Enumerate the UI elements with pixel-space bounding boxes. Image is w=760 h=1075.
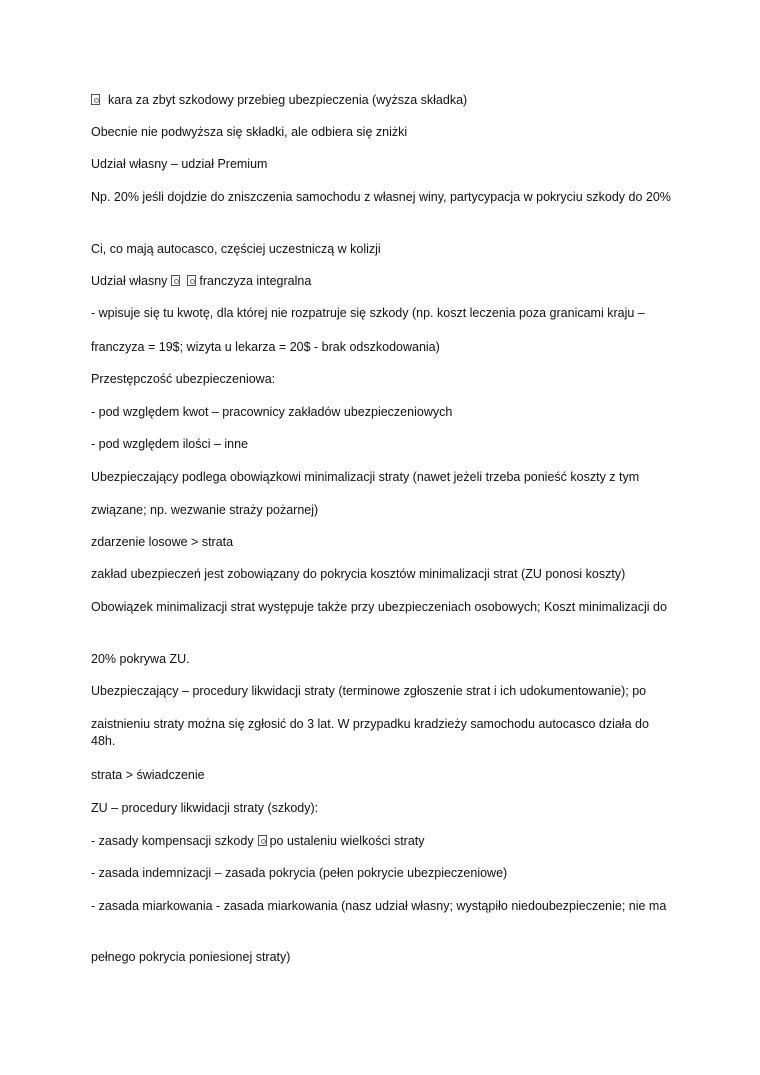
text-line: - wpisuje się tu kwotę, dla której nie rozpatruje się szkody (np. koszt leczenia poza granicami kraju – — [91, 306, 645, 320]
line-text-after: po ustaleniu wielkości straty — [269, 834, 425, 848]
text-paragraph: Obowiązek minimalizacji strat występuje także przy ubezpieczeniach osobowych; Koszt minimalizacji do — [91, 600, 667, 614]
text-line: pełnego pokrycia poniesionej straty) — [91, 950, 291, 964]
text-line: Ubezpieczający podlega obowiązkowi minimalizacji straty (nawet jeżeli trzeba ponieść koszty z tym — [91, 470, 640, 484]
text-line: Udział własny – udział Premium — [91, 157, 268, 171]
text-line-with-glyphs — [91, 273, 671, 290]
text-paragraph: zaistnieniu straty można się zgłosić do 3 lat. W przypadku kradzieży samochodu autocasco działa do 48h. — [91, 717, 649, 748]
missing-glyph-icon — [171, 275, 180, 286]
text-line: 20% pokrywa ZU. — [91, 652, 190, 666]
text-line: Ubezpieczający – procedury likwidacji straty (terminowe zgłoszenie strat i ich udokumentowanie); po — [91, 684, 647, 698]
text-line: Przestępczość ubezpieczeniowa: — [91, 372, 276, 386]
text-paragraph: Np. 20% jeśli dojdzie do zniszczenia samochodu z własnej winy, partycypacja w pokryciu szkody do 20% — [91, 190, 671, 204]
text-line: strata > świadczenie — [91, 768, 205, 782]
text-line: franczyza = 19$; wizyta u lekarza = 20$ - brak odszkodowania) — [91, 340, 440, 354]
text-line: związane; np. wezwanie straży pożarnej) — [91, 503, 319, 517]
text-line: zakład ubezpieczeń jest zobowiązany do pokrycia kosztów minimalizacji strat (ZU ponosi koszty) — [91, 567, 626, 581]
text-line: - pod względem kwot – pracownicy zakładów ubezpieczeniowych — [91, 405, 453, 419]
text-line-bullet — [91, 92, 671, 109]
line-text-after: franczyza integralna — [199, 274, 312, 288]
missing-glyph-icon — [258, 835, 267, 846]
text-paragraph: - zasada miarkowania - zasada miarkowania (nasz udział własny; wystąpiło niedoubezpieczenie; nie ma — [91, 899, 667, 913]
line-text-before: Udział własny — [91, 274, 168, 288]
text-line: Obecnie nie podwyższa się składki, ale odbiera się zniżki — [91, 125, 408, 139]
text-line: zdarzenie losowe > strata — [91, 535, 234, 549]
line-text: kara za zbyt szkodowy przebieg ubezpieczenia (wyższa składka) — [108, 93, 468, 107]
text-line: - pod względem ilości – inne — [91, 437, 249, 451]
text-line: - zasada indemnizacji – zasada pokrycia (pełen pokrycie ubezpieczeniowe) — [91, 866, 508, 880]
text-line-with-glyph — [91, 833, 671, 850]
missing-glyph-icon — [91, 94, 100, 105]
text-line: ZU – procedury likwidacji straty (szkody): — [91, 801, 319, 815]
line-text-before: - zasady kompensacji szkody — [91, 834, 254, 848]
missing-glyph-icon — [187, 275, 196, 286]
text-line: Ci, co mają autocasco, częściej uczestniczą w kolizji — [91, 242, 381, 256]
